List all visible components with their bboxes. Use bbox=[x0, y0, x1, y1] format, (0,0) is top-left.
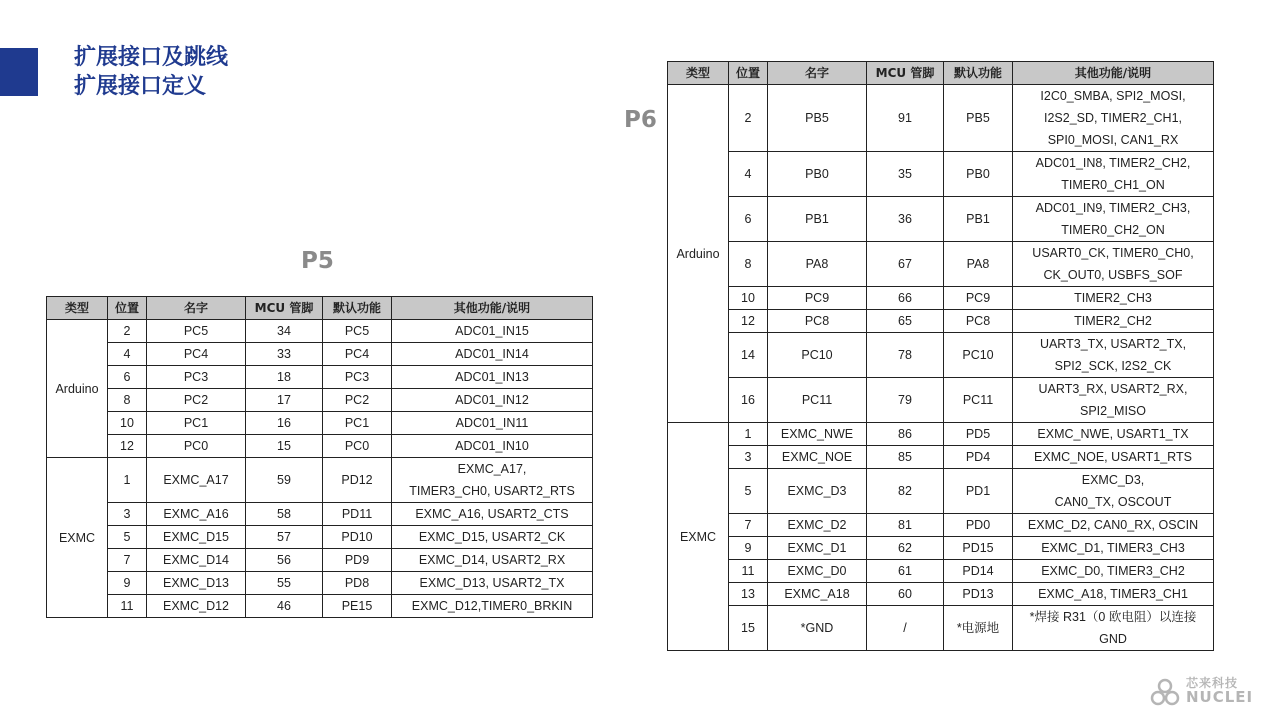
p6-name-cell: PC8 bbox=[768, 310, 867, 333]
p5-position-cell: 11 bbox=[108, 595, 147, 618]
p6-default-function-cell: PC11 bbox=[944, 378, 1013, 423]
page-title bbox=[74, 43, 228, 101]
p6-mcu-pin-cell: 78 bbox=[867, 333, 944, 378]
p5-mcu-pin-cell: 18 bbox=[246, 366, 323, 389]
p5-default-function-cell: PE15 bbox=[323, 595, 392, 618]
p5-other-function-cell: EXMC_D15, USART2_CK bbox=[392, 526, 593, 549]
p5-default-function-cell: PC4 bbox=[323, 343, 392, 366]
p5-other-function-cell: EXMC_A16, USART2_CTS bbox=[392, 503, 593, 526]
p6-default-function-cell: PC9 bbox=[944, 287, 1013, 310]
p5-other-function-cell: ADC01_IN12 bbox=[392, 389, 593, 412]
p6-default-function-cell: PD0 bbox=[944, 514, 1013, 537]
p5-other-function-cell: ADC01_IN10 bbox=[392, 435, 593, 458]
p6-header-1: 位置 bbox=[729, 62, 768, 85]
p6-other-function-cell: UART3_RX, USART2_RX, SPI2_MISO bbox=[1013, 378, 1214, 423]
p6-other-function-cell: EXMC_D0, TIMER3_CH2 bbox=[1013, 560, 1214, 583]
title-line-2: 扩展接口定义 bbox=[74, 74, 207, 99]
p6-position-cell: 6 bbox=[729, 197, 768, 242]
p6-default-function-cell: PA8 bbox=[944, 242, 1013, 287]
p5-default-function-cell: PD10 bbox=[323, 526, 392, 549]
p5-other-function-cell: EXMC_D14, USART2_RX bbox=[392, 549, 593, 572]
p5-default-function-cell: PC3 bbox=[323, 366, 392, 389]
p6-position-cell: 10 bbox=[729, 287, 768, 310]
p5-header-0: 类型 bbox=[47, 297, 108, 320]
table-row bbox=[668, 606, 1214, 651]
p6-header-5: 其他功能/说明 bbox=[1013, 62, 1214, 85]
p6-position-cell: 14 bbox=[729, 333, 768, 378]
p5-name-cell: EXMC_A16 bbox=[147, 503, 246, 526]
p6-other-function-cell: USART0_CK, TIMER0_CH0, CK_OUT0, USBFS_SOF bbox=[1013, 242, 1214, 287]
p6-position-cell: 3 bbox=[729, 446, 768, 469]
table-row bbox=[47, 343, 593, 366]
p5-mcu-pin-cell: 34 bbox=[246, 320, 323, 343]
logo-text-en: NUCLEI bbox=[1186, 688, 1254, 706]
p6-position-cell: 13 bbox=[729, 583, 768, 606]
table-row bbox=[668, 310, 1214, 333]
p5-name-cell: PC4 bbox=[147, 343, 246, 366]
table-row bbox=[47, 412, 593, 435]
nuclei-logo-icon bbox=[1148, 676, 1182, 710]
p6-mcu-pin-cell: 61 bbox=[867, 560, 944, 583]
p6-mcu-pin-cell: 81 bbox=[867, 514, 944, 537]
p5-default-function-cell: PC1 bbox=[323, 412, 392, 435]
p6-default-function-cell: PB0 bbox=[944, 152, 1013, 197]
p6-other-function-cell: EXMC_NWE, USART1_TX bbox=[1013, 423, 1214, 446]
p6-default-function-cell: PD15 bbox=[944, 537, 1013, 560]
p5-default-function-cell: PD9 bbox=[323, 549, 392, 572]
p5-other-function-cell: ADC01_IN14 bbox=[392, 343, 593, 366]
table-row bbox=[47, 595, 593, 618]
p6-label: P6 bbox=[624, 107, 657, 133]
table-row bbox=[47, 320, 593, 343]
p5-position-cell: 8 bbox=[108, 389, 147, 412]
p6-default-function-cell: *电源地 bbox=[944, 606, 1013, 651]
p6-mcu-pin-cell: 60 bbox=[867, 583, 944, 606]
p6-default-function-cell: PD5 bbox=[944, 423, 1013, 446]
p6-header-4: 默认功能 bbox=[944, 62, 1013, 85]
p5-default-function-cell: PD11 bbox=[323, 503, 392, 526]
p5-name-cell: EXMC_A17 bbox=[147, 458, 246, 503]
p6-name-cell: PB1 bbox=[768, 197, 867, 242]
p6-mcu-pin-cell: 85 bbox=[867, 446, 944, 469]
p6-name-cell: EXMC_D1 bbox=[768, 537, 867, 560]
p6-mcu-pin-cell: 36 bbox=[867, 197, 944, 242]
p5-other-function-cell: ADC01_IN15 bbox=[392, 320, 593, 343]
table-row bbox=[47, 458, 593, 503]
p6-position-cell: 5 bbox=[729, 469, 768, 514]
table-row bbox=[668, 197, 1214, 242]
logo-text-cn: 芯来科技 bbox=[1186, 676, 1239, 690]
p5-default-function-cell: PC2 bbox=[323, 389, 392, 412]
p6-default-function-cell: PC8 bbox=[944, 310, 1013, 333]
table-row bbox=[47, 366, 593, 389]
p5-header-5: 其他功能/说明 bbox=[392, 297, 593, 320]
p5-mcu-pin-cell: 17 bbox=[246, 389, 323, 412]
p6-mcu-pin-cell: 66 bbox=[867, 287, 944, 310]
p6-name-cell: PC9 bbox=[768, 287, 867, 310]
p5-other-function-cell: EXMC_D12,TIMER0_BRKIN bbox=[392, 595, 593, 618]
p6-name-cell: EXMC_D3 bbox=[768, 469, 867, 514]
p5-name-cell: EXMC_D13 bbox=[147, 572, 246, 595]
p5-type-cell: Arduino bbox=[47, 320, 108, 458]
p6-name-cell: EXMC_D2 bbox=[768, 514, 867, 537]
p5-default-function-cell: PD8 bbox=[323, 572, 392, 595]
table-row bbox=[668, 469, 1214, 514]
p6-other-function-cell: TIMER2_CH2 bbox=[1013, 310, 1214, 333]
p5-mcu-pin-cell: 16 bbox=[246, 412, 323, 435]
p5-name-cell: EXMC_D14 bbox=[147, 549, 246, 572]
table-row bbox=[668, 378, 1214, 423]
p5-position-cell: 6 bbox=[108, 366, 147, 389]
p5-mcu-pin-cell: 59 bbox=[246, 458, 323, 503]
table-row bbox=[668, 514, 1214, 537]
p5-header-2: 名字 bbox=[147, 297, 246, 320]
p6-header-0: 类型 bbox=[668, 62, 729, 85]
table-row bbox=[668, 423, 1214, 446]
p6-mcu-pin-cell: 79 bbox=[867, 378, 944, 423]
p6-position-cell: 2 bbox=[729, 85, 768, 152]
p6-position-cell: 11 bbox=[729, 560, 768, 583]
p6-other-function-cell: TIMER2_CH3 bbox=[1013, 287, 1214, 310]
p5-mcu-pin-cell: 58 bbox=[246, 503, 323, 526]
p6-header-row bbox=[668, 62, 1214, 85]
p5-position-cell: 1 bbox=[108, 458, 147, 503]
p6-position-cell: 16 bbox=[729, 378, 768, 423]
accent-bar bbox=[0, 48, 38, 96]
p5-mcu-pin-cell: 33 bbox=[246, 343, 323, 366]
p6-position-cell: 8 bbox=[729, 242, 768, 287]
p6-table bbox=[667, 61, 1214, 651]
p5-position-cell: 12 bbox=[108, 435, 147, 458]
p6-other-function-cell: EXMC_D1, TIMER3_CH3 bbox=[1013, 537, 1214, 560]
p6-name-cell: PC11 bbox=[768, 378, 867, 423]
p5-table bbox=[46, 296, 593, 618]
table-row bbox=[668, 287, 1214, 310]
table-row bbox=[668, 85, 1214, 152]
p5-default-function-cell: PD12 bbox=[323, 458, 392, 503]
p6-name-cell: *GND bbox=[768, 606, 867, 651]
p5-header-3: MCU 管脚 bbox=[246, 297, 323, 320]
p5-name-cell: EXMC_D15 bbox=[147, 526, 246, 549]
p5-position-cell: 4 bbox=[108, 343, 147, 366]
p6-other-function-cell: I2C0_SMBA, SPI2_MOSI, I2S2_SD, TIMER2_CH1, SPI0_MOSI, CAN1_RX bbox=[1013, 85, 1214, 152]
table-row bbox=[47, 549, 593, 572]
p6-other-function-cell: EXMC_NOE, USART1_RTS bbox=[1013, 446, 1214, 469]
p6-default-function-cell: PB1 bbox=[944, 197, 1013, 242]
p6-default-function-cell: PB5 bbox=[944, 85, 1013, 152]
p5-name-cell: PC0 bbox=[147, 435, 246, 458]
p5-default-function-cell: PC5 bbox=[323, 320, 392, 343]
p5-default-function-cell: PC0 bbox=[323, 435, 392, 458]
p5-other-function-cell: EXMC_D13, USART2_TX bbox=[392, 572, 593, 595]
p6-name-cell: PC10 bbox=[768, 333, 867, 378]
p6-other-function-cell: UART3_TX, USART2_TX, SPI2_SCK, I2S2_CK bbox=[1013, 333, 1214, 378]
p5-other-function-cell: ADC01_IN11 bbox=[392, 412, 593, 435]
p6-default-function-cell: PD4 bbox=[944, 446, 1013, 469]
p5-mcu-pin-cell: 56 bbox=[246, 549, 323, 572]
p6-header-3: MCU 管脚 bbox=[867, 62, 944, 85]
p6-default-function-cell: PD1 bbox=[944, 469, 1013, 514]
p6-name-cell: EXMC_NWE bbox=[768, 423, 867, 446]
p6-name-cell: EXMC_D0 bbox=[768, 560, 867, 583]
p5-header-4: 默认功能 bbox=[323, 297, 392, 320]
p5-other-function-cell: ADC01_IN13 bbox=[392, 366, 593, 389]
p6-mcu-pin-cell: 82 bbox=[867, 469, 944, 514]
p5-position-cell: 10 bbox=[108, 412, 147, 435]
p5-name-cell: PC5 bbox=[147, 320, 246, 343]
p5-name-cell: PC3 bbox=[147, 366, 246, 389]
p5-position-cell: 2 bbox=[108, 320, 147, 343]
p5-name-cell: PC2 bbox=[147, 389, 246, 412]
p6-default-function-cell: PD14 bbox=[944, 560, 1013, 583]
p6-type-cell: EXMC bbox=[668, 423, 729, 651]
p5-position-cell: 9 bbox=[108, 572, 147, 595]
table-row bbox=[47, 572, 593, 595]
p5-mcu-pin-cell: 55 bbox=[246, 572, 323, 595]
p6-name-cell: PB5 bbox=[768, 85, 867, 152]
p6-default-function-cell: PD13 bbox=[944, 583, 1013, 606]
p5-type-cell: EXMC bbox=[47, 458, 108, 618]
p5-other-function-cell: EXMC_A17, TIMER3_CH0, USART2_RTS bbox=[392, 458, 593, 503]
p5-name-cell: PC1 bbox=[147, 412, 246, 435]
p6-mcu-pin-cell: 35 bbox=[867, 152, 944, 197]
p6-position-cell: 1 bbox=[729, 423, 768, 446]
p6-mcu-pin-cell: 65 bbox=[867, 310, 944, 333]
p5-mcu-pin-cell: 57 bbox=[246, 526, 323, 549]
p6-default-function-cell: PC10 bbox=[944, 333, 1013, 378]
p6-type-cell: Arduino bbox=[668, 85, 729, 423]
p6-other-function-cell: EXMC_D3, CAN0_TX, OSCOUT bbox=[1013, 469, 1214, 514]
p6-name-cell: PB0 bbox=[768, 152, 867, 197]
p5-header-row bbox=[47, 297, 593, 320]
p5-mcu-pin-cell: 46 bbox=[246, 595, 323, 618]
p6-header-2: 名字 bbox=[768, 62, 867, 85]
p6-position-cell: 7 bbox=[729, 514, 768, 537]
p6-other-function-cell: ADC01_IN8, TIMER2_CH2, TIMER0_CH1_ON bbox=[1013, 152, 1214, 197]
table-row bbox=[668, 537, 1214, 560]
p5-position-cell: 3 bbox=[108, 503, 147, 526]
table-row bbox=[668, 583, 1214, 606]
table-row bbox=[668, 242, 1214, 287]
p6-other-function-cell: EXMC_A18, TIMER3_CH1 bbox=[1013, 583, 1214, 606]
p6-name-cell: PA8 bbox=[768, 242, 867, 287]
p6-name-cell: EXMC_A18 bbox=[768, 583, 867, 606]
p6-position-cell: 9 bbox=[729, 537, 768, 560]
table-row bbox=[668, 560, 1214, 583]
table-row bbox=[47, 526, 593, 549]
table-row bbox=[668, 152, 1214, 197]
p6-mcu-pin-cell: 86 bbox=[867, 423, 944, 446]
p5-header-1: 位置 bbox=[108, 297, 147, 320]
table-row bbox=[47, 435, 593, 458]
p6-mcu-pin-cell: / bbox=[867, 606, 944, 651]
table-row bbox=[47, 503, 593, 526]
p6-mcu-pin-cell: 67 bbox=[867, 242, 944, 287]
p6-name-cell: EXMC_NOE bbox=[768, 446, 867, 469]
nuclei-logo bbox=[1148, 672, 1258, 712]
p6-mcu-pin-cell: 91 bbox=[867, 85, 944, 152]
p6-other-function-cell: ADC01_IN9, TIMER2_CH3, TIMER0_CH2_ON bbox=[1013, 197, 1214, 242]
p5-position-cell: 5 bbox=[108, 526, 147, 549]
p6-position-cell: 15 bbox=[729, 606, 768, 651]
p5-label: P5 bbox=[301, 248, 334, 274]
p6-mcu-pin-cell: 62 bbox=[867, 537, 944, 560]
p6-position-cell: 12 bbox=[729, 310, 768, 333]
table-row bbox=[668, 446, 1214, 469]
p5-position-cell: 7 bbox=[108, 549, 147, 572]
p5-name-cell: EXMC_D12 bbox=[147, 595, 246, 618]
title-line-1: 扩展接口及跳线 bbox=[74, 45, 229, 70]
p6-other-function-cell: EXMC_D2, CAN0_RX, OSCIN bbox=[1013, 514, 1214, 537]
p6-other-function-cell: *焊接 R31（0 欧电阻）以连接 GND bbox=[1013, 606, 1214, 651]
table-row bbox=[47, 389, 593, 412]
p5-mcu-pin-cell: 15 bbox=[246, 435, 323, 458]
p6-position-cell: 4 bbox=[729, 152, 768, 197]
table-row bbox=[668, 333, 1214, 378]
